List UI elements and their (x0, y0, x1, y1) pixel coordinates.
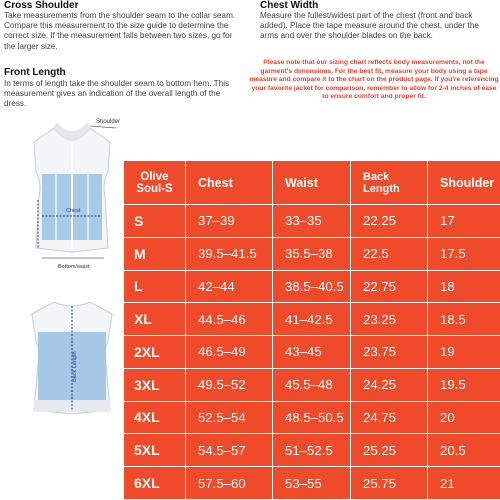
cell-back-length: 23.25 (351, 303, 428, 336)
table-header-row (124, 161, 500, 205)
cell-chest: 37–39 (186, 205, 273, 238)
cell-shoulder: 20 (428, 401, 500, 434)
front-vest-diagram (12, 112, 130, 272)
front-length-text: In terms of length take the shoulder seam to bottom hem. This measurement gives an indication of the overall length of the dress. (4, 79, 230, 109)
table-row (124, 401, 500, 434)
col-header-size-line2: Soul-S (136, 182, 173, 195)
col-header-size (124, 161, 186, 205)
cell-size: M (124, 237, 186, 270)
cell-size: L (124, 270, 186, 303)
cell-back-length: 22.25 (351, 205, 428, 238)
cell-back-length: 25.25 (351, 434, 428, 467)
chest-label: Chest (66, 208, 81, 214)
col-header-waist: Waist (273, 161, 351, 205)
cell-size: 4XL (124, 401, 186, 434)
col-header-chest: Chest (186, 161, 273, 205)
cell-chest: 52.5–54 (186, 401, 273, 434)
col-header-shoulder: Shoulder (428, 161, 500, 205)
cell-waist: 53–55 (273, 467, 351, 500)
bottom-label: Bottom/waist (58, 264, 90, 270)
table-row (124, 368, 500, 401)
cell-waist: 48.5–50.5 (273, 401, 351, 434)
cell-chest: 54.5–57 (186, 434, 273, 467)
cell-size: 2XL (124, 336, 186, 369)
cell-waist: 51–52.5 (273, 434, 351, 467)
cell-back-length: 22.5 (351, 237, 428, 270)
chest-width-text: Measure the fullest/widest part of the chest (front and back added). Place the tape measure around the chest, under the arms and over the shoulder blades on the back. (260, 11, 479, 41)
table-row (124, 467, 500, 500)
cell-back-length: 22.75 (351, 270, 428, 303)
cross-shoulder-title: Cross Shoulder (4, 0, 79, 11)
cell-size: S (124, 205, 186, 238)
cell-chest: 44.5–46 (186, 303, 273, 336)
shoulder-label: Shoulder (96, 119, 121, 125)
cell-size: 5XL (124, 434, 186, 467)
cell-shoulder: 17.5 (428, 237, 500, 270)
cell-chest: 42–44 (186, 270, 273, 303)
cell-shoulder: 18 (428, 270, 500, 303)
cell-size: XL (124, 303, 186, 336)
cell-chest: 39.5–41.5 (186, 237, 273, 270)
table-row (124, 303, 500, 336)
sizing-note: Please note that our sizing chart reflects body measurements, not the garment's dimensions. For the best fit, measure your body using a tape measure and compare it to the chart on the product page. If you're referencing your favorite jacket for comparison, remember to allow for 2-4 inches of ease to ensure comfort and proper fit. (249, 59, 499, 101)
cell-chest: 49.5–52 (186, 368, 273, 401)
cell-waist: 43–45 (273, 336, 351, 369)
cell-shoulder: 18.5 (428, 303, 500, 336)
cell-shoulder: 19 (428, 336, 500, 369)
size-chart-table (123, 160, 500, 500)
cell-waist: 38.5–40.5 (273, 270, 351, 303)
table-row (124, 434, 500, 467)
cross-shoulder-text: Take measurements from the shoulder seam to the collar seam. Compare this measurement to the size guide to determine the correct size. If the measurement falls between two sizes, go for the larger size. (4, 11, 236, 51)
back-vest-diagram (12, 292, 130, 422)
cell-back-length: 25.75 (351, 467, 428, 500)
cell-back-length: 24.25 (351, 368, 428, 401)
cell-shoulder: 19.5 (428, 368, 500, 401)
cell-shoulder: 20.5 (428, 434, 500, 467)
col-header-size-line1: Olive (140, 170, 169, 183)
col-header-back-length: Back Length (351, 161, 428, 205)
cell-waist: 45.5–48 (273, 368, 351, 401)
table-row (124, 270, 500, 303)
cell-chest: 57.5–60 (186, 467, 273, 500)
table-row (124, 205, 500, 238)
cell-shoulder: 21 (428, 467, 500, 500)
table-row (124, 237, 500, 270)
cell-waist: 35.5–38 (273, 237, 351, 270)
cell-back-length: 23.75 (351, 336, 428, 369)
cell-chest: 46.5–49 (186, 336, 273, 369)
cell-shoulder: 17 (428, 205, 500, 238)
cell-waist: 33–35 (273, 205, 351, 238)
front-length-title: Front Length (4, 67, 66, 78)
cell-size: 6XL (124, 467, 186, 500)
cell-size: 3XL (124, 368, 186, 401)
back-length-label: Back Length (72, 351, 78, 382)
cell-waist: 41–42.5 (273, 303, 351, 336)
table-row (124, 336, 500, 369)
cell-back-length: 24.75 (351, 401, 428, 434)
chest-width-title: Chest Width (260, 0, 319, 11)
